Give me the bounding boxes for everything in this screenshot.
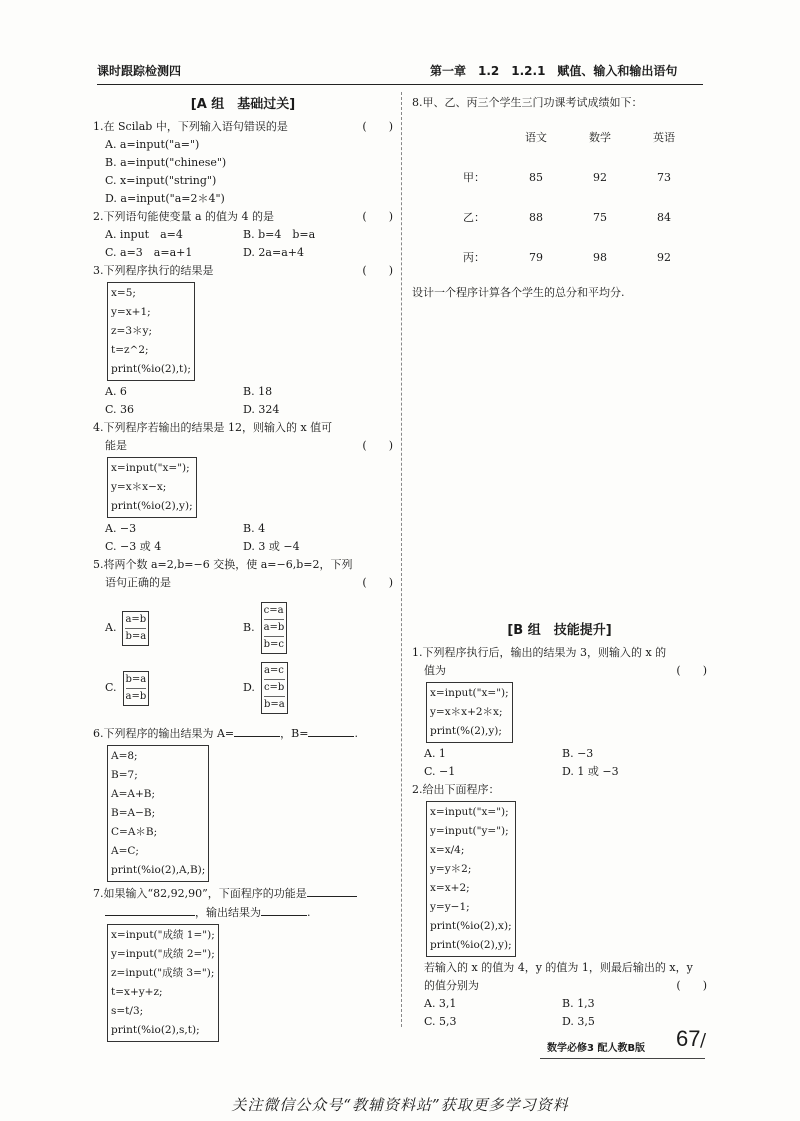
header-rule [97, 84, 703, 85]
table-cell: 85 [529, 171, 543, 184]
table-cell: 79 [529, 251, 543, 264]
question-b2-stem: 2.给出下面程序： [412, 783, 500, 796]
code-box [426, 801, 516, 957]
table-cell: 98 [593, 251, 607, 264]
table-cell: 88 [529, 211, 543, 224]
option: D. 1 或 −3 [562, 765, 619, 778]
question-stem: 7.如果输入“82,92,90”，下面程序的功能是 [93, 887, 307, 900]
option: C. 36 [105, 403, 135, 416]
left-column [93, 94, 393, 1044]
option: A. 3,1 [424, 997, 457, 1010]
code-line: B=A−B; [111, 807, 156, 819]
question-stem: ，B= [280, 727, 309, 740]
header-left-title: 课时跟踪检测四 [97, 64, 182, 78]
code-line: x=5; [111, 287, 136, 299]
swap-option-c [105, 658, 243, 718]
code-line: print(%io(2),t); [111, 363, 191, 375]
table-cell: 丙： [463, 251, 485, 264]
table-cell: 75 [593, 211, 607, 224]
code-line: x=input("成绩 1="); [111, 929, 215, 941]
table-header-cell [462, 118, 504, 158]
code-box [107, 745, 209, 882]
code-box [107, 282, 195, 381]
option: D. a=input("a=2＊4") [105, 192, 225, 205]
code-box [261, 662, 288, 714]
section-a-title: [A 组 基础过关] [190, 97, 296, 112]
answer-paren: ( ) [362, 264, 393, 277]
code-line: a=c [263, 665, 284, 676]
option: A. a=input("a=") [105, 138, 200, 151]
swap-option-b [243, 598, 393, 658]
code-line: b=a [125, 673, 147, 685]
option-label: B. [243, 621, 255, 634]
code-line: y=y＊2; [430, 863, 472, 875]
question-stem: 1.在 Scilab 中，下列输入语句错误的是 [93, 120, 288, 133]
question-a6 [93, 724, 393, 743]
code-line: print(%io(2),x); [430, 920, 512, 932]
table-cell: 73 [657, 171, 671, 184]
code-line: a=b [126, 688, 147, 705]
table-row [462, 238, 696, 278]
option: D. 324 [243, 403, 280, 416]
answer-paren: ( ) [362, 120, 393, 133]
code-box [107, 457, 197, 518]
code-line: c=b [264, 679, 285, 696]
code-line: print(%io(2),y); [111, 500, 193, 512]
answer-blank[interactable] [105, 903, 195, 916]
table-row [462, 198, 696, 238]
answer-blank[interactable] [307, 884, 357, 897]
question-a4 [93, 437, 393, 455]
swap-option-a [105, 598, 243, 658]
answer-paren: ( ) [362, 210, 393, 223]
option: B. 18 [243, 385, 273, 398]
right-column [412, 94, 707, 1031]
question-stem: 值为 [424, 664, 446, 677]
option-label: D. [243, 681, 255, 694]
answer-blank[interactable] [234, 724, 280, 737]
table-header-cell: 数学 [589, 131, 611, 144]
code-line: b=a [125, 628, 146, 645]
question-a1 [93, 118, 393, 136]
question-a5 [93, 574, 393, 592]
question-8-stem: 8.甲、乙、丙三个学生三门功课考试成绩如下： [412, 96, 643, 109]
option: A. −3 [105, 522, 137, 535]
question-stem: 能是 [105, 439, 127, 452]
footer-book-tag: 数学必修3 配人教B版 [547, 1043, 646, 1054]
question-a7-line2 [93, 903, 393, 922]
question-8-task: 设计一个程序计算各个学生的总分和平均分. [412, 286, 625, 299]
option: B. 1,3 [562, 997, 595, 1010]
code-box [261, 602, 288, 654]
option: B. b=4 b=a [243, 228, 316, 241]
code-line: A=C; [111, 845, 139, 857]
option-label: C. [105, 681, 117, 694]
code-line: A=8; [111, 750, 138, 762]
question-b1-stem: 1.下列程序执行后，输出的结果为 3，则输入的 x 的 [412, 646, 667, 659]
code-line: a=b [125, 613, 147, 625]
question-b2 [412, 977, 707, 995]
header-right-chapter: 第一章 1.2 1.2.1 赋值、输入和输出语句 [430, 64, 678, 78]
option: C. 5,3 [424, 1015, 457, 1028]
table-cell: 甲： [463, 171, 485, 184]
page-slash: / [700, 1030, 707, 1051]
question-b2-after: 若输入的 x 的值为 4，y 的值为 1，则最后输出的 x，y [424, 961, 693, 974]
option: C. a=3 a=a+1 [105, 246, 193, 259]
column-divider [401, 92, 402, 1027]
option: A. 6 [105, 385, 127, 398]
code-box [122, 611, 149, 646]
question-stem: ，输出结果为 [195, 906, 261, 919]
code-line: t=z^2; [111, 344, 149, 356]
options-grid [93, 226, 393, 262]
page-number: 67 [676, 1026, 701, 1051]
question-stem: 6.下列程序的输出结果为 A= [93, 727, 235, 740]
question-a7 [93, 884, 393, 903]
question-a3 [93, 262, 393, 280]
code-line: z=3＊y; [111, 325, 152, 337]
option: B. a=input("chinese") [105, 156, 227, 169]
code-line: print(%io(2),y); [430, 939, 512, 951]
code-line: B=7; [111, 769, 138, 781]
code-line: b=c [264, 636, 285, 653]
option: C. −3 或 4 [105, 540, 162, 553]
swap-option-d [243, 658, 393, 718]
answer-blank[interactable] [261, 903, 307, 916]
table-cell: 92 [657, 251, 671, 264]
swap-options [93, 598, 393, 718]
table-cell: 乙： [463, 211, 485, 224]
code-line: C=A＊B; [111, 826, 158, 838]
table-header-row [462, 118, 696, 158]
question-stem: . [307, 906, 311, 919]
code-line: c=a [263, 605, 284, 616]
code-line: y=x+1; [111, 306, 151, 318]
code-box [123, 671, 150, 706]
answer-space [412, 302, 707, 620]
option: A. 1 [424, 747, 446, 760]
question-stem: 语句正确的是 [105, 576, 171, 589]
option: B. −3 [562, 747, 594, 760]
code-line: x=x+2; [430, 882, 470, 894]
code-line: x=input("x="); [430, 806, 509, 818]
option: C. −1 [424, 765, 456, 778]
question-stem: . [354, 727, 358, 740]
option: A. input a=4 [105, 228, 183, 241]
code-line: s=t/3; [111, 1005, 144, 1017]
option: C. x=input("string") [105, 174, 217, 187]
option: D. 2a=a+4 [243, 246, 304, 259]
section-b-title: [B 组 技能提升] [507, 623, 612, 638]
answer-blank[interactable] [308, 724, 354, 737]
option-label: A. [105, 621, 117, 634]
footer-rule [540, 1058, 705, 1059]
answer-paren: ( ) [362, 439, 393, 452]
options-grid [93, 520, 393, 556]
option: D. 3 或 −4 [243, 540, 300, 553]
question-a2 [93, 208, 393, 226]
code-line: y=input("y="); [430, 825, 509, 837]
question-stem: 2.下列语句能使变量 a 的值为 4 的是 [93, 210, 275, 223]
table-header-cell: 英语 [653, 131, 675, 144]
answer-paren: ( ) [362, 576, 393, 589]
table-cell: 92 [593, 171, 607, 184]
code-line: print(%io(2),A,B); [111, 864, 206, 876]
table-header-cell: 语文 [525, 131, 547, 144]
options-grid [412, 995, 707, 1031]
code-line: x=input("x="); [111, 462, 190, 474]
question-a5-stem: 5.将两个数 a=2,b=−6 交换，使 a=−6,b=2，下列 [93, 558, 353, 571]
question-stem: 3.下列程序执行的结果是 [93, 264, 214, 277]
code-line: z=input("成绩 3="); [111, 967, 215, 979]
options-grid [412, 745, 707, 781]
code-line: b=a [264, 696, 285, 713]
code-line: x=x/4; [430, 844, 465, 856]
score-table [462, 118, 696, 278]
question-a4-stem: 4.下列程序若输出的结果是 12，则输入的 x 值可 [93, 421, 333, 434]
question-b1 [412, 662, 707, 680]
answer-paren: ( ) [676, 979, 707, 992]
code-line: a=b [264, 619, 285, 636]
code-line: t=x+y+z; [111, 986, 163, 998]
promo-text: 关注微信公众号“教辅资料站”获取更多学习资料 [231, 1096, 569, 1114]
code-box [426, 682, 513, 743]
code-line: A=A+B; [111, 788, 156, 800]
question-stem: 的值分别为 [424, 979, 479, 992]
table-cell: 84 [657, 211, 671, 224]
code-line: print(%(2),y); [430, 725, 502, 737]
table-row [462, 158, 696, 198]
code-line: y=input("成绩 2="); [111, 948, 215, 960]
options-grid [93, 383, 393, 419]
option: D. 3,5 [562, 1015, 595, 1028]
code-line: print(%io(2),s,t); [111, 1024, 200, 1036]
code-box [107, 924, 219, 1042]
code-line: y=x＊x+2＊x; [430, 706, 503, 718]
code-line: y=y−1; [430, 901, 470, 913]
code-line: x=input("x="); [430, 687, 509, 699]
answer-paren: ( ) [676, 664, 707, 677]
option: B. 4 [243, 522, 266, 535]
code-line: y=x＊x−x; [111, 481, 167, 493]
